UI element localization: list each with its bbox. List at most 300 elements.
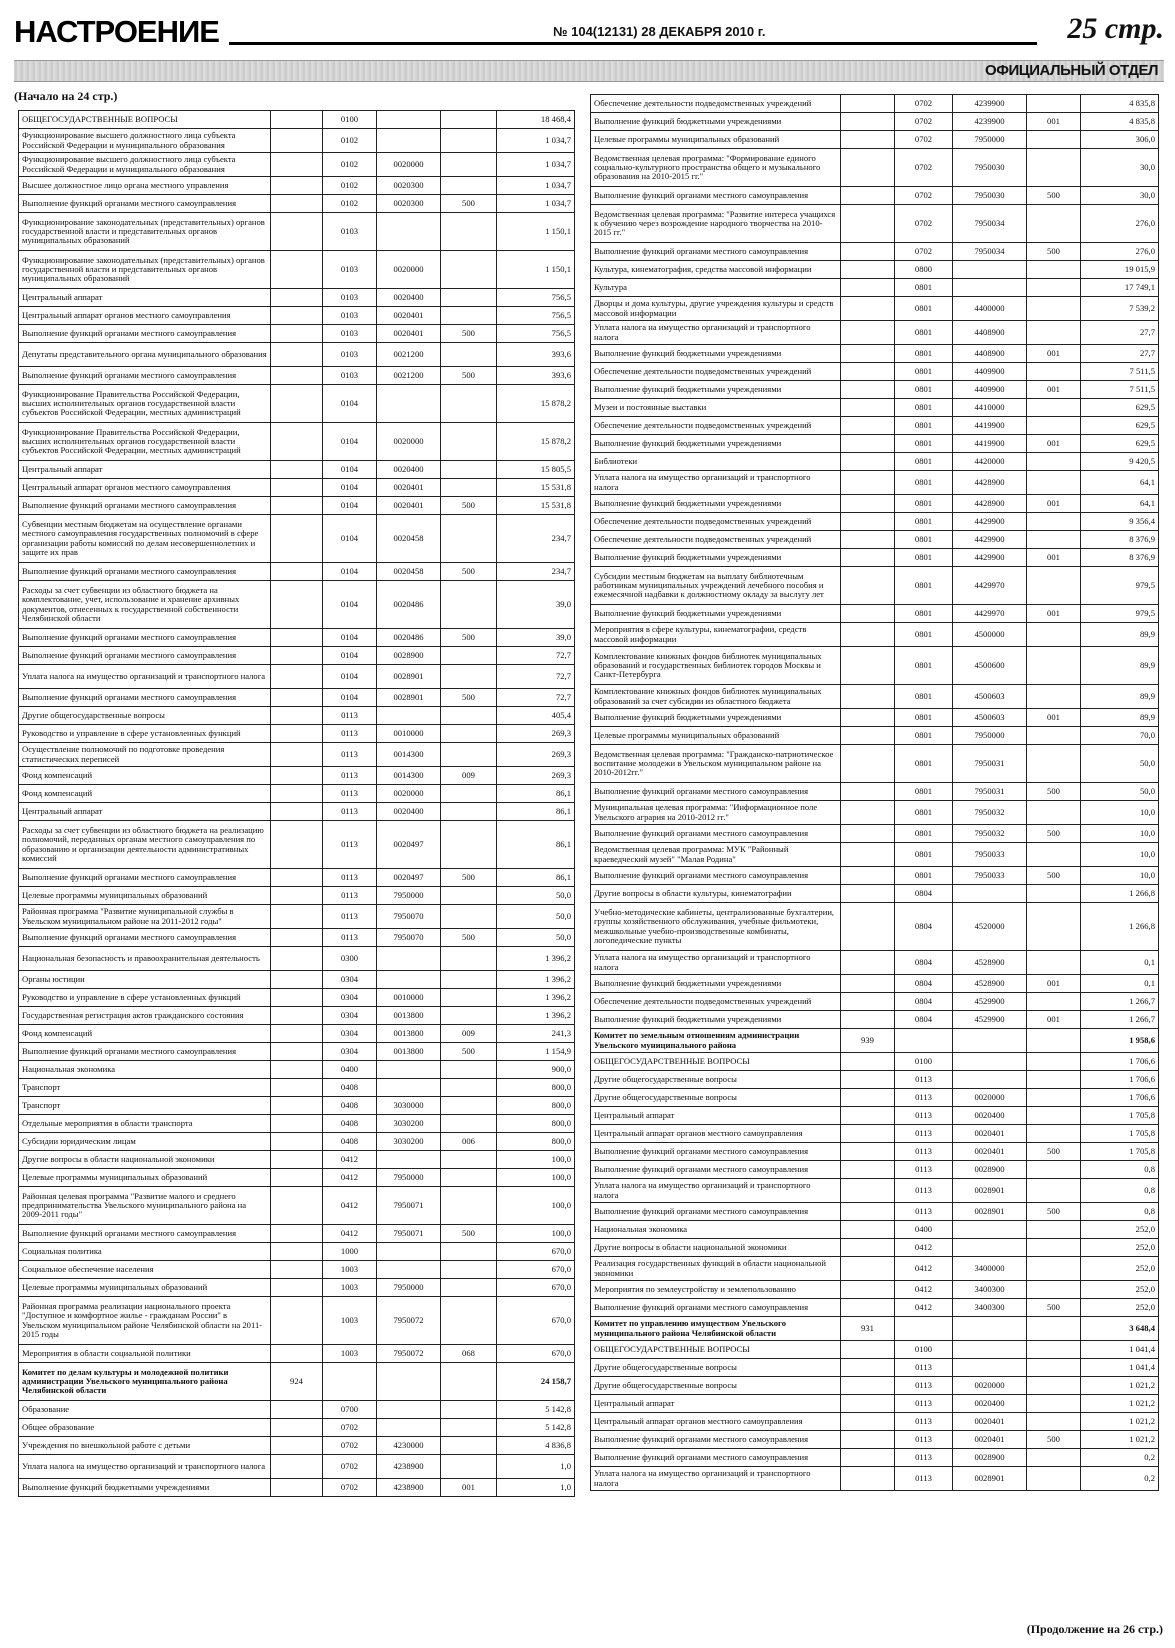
- row-expense-type: [1027, 321, 1081, 345]
- table-row: [591, 261, 1159, 279]
- row-section: 0104: [323, 461, 377, 479]
- row-expense-type: [1027, 453, 1081, 471]
- row-grbs: [841, 843, 895, 867]
- row-target-article: [377, 1061, 441, 1079]
- row-target-article: 0020401: [377, 307, 441, 325]
- row-grbs: [271, 1419, 323, 1437]
- row-amount: 1 396,2: [497, 971, 575, 989]
- table-row: [591, 1125, 1159, 1143]
- row-section: 0113: [895, 1143, 953, 1161]
- table-row: [591, 113, 1159, 131]
- row-grbs: [841, 1161, 895, 1179]
- row-expense-type: [1027, 399, 1081, 417]
- row-target-article: 0020401: [377, 479, 441, 497]
- table-row: [19, 803, 575, 821]
- row-grbs: [841, 885, 895, 903]
- row-grbs: [271, 497, 323, 515]
- row-grbs: [841, 1467, 895, 1491]
- row-grbs: [271, 869, 323, 887]
- row-grbs: [841, 243, 895, 261]
- row-expense-type: [441, 1455, 497, 1479]
- row-expense-type: [441, 743, 497, 767]
- row-name: Комплектование книжных фондов библиотек муниципальных образований и государственных библиотек городов Москвы и Санкт-Петербурга: [591, 647, 841, 685]
- row-section: 0801: [895, 279, 953, 297]
- table-row: [591, 1467, 1159, 1491]
- row-grbs: [841, 95, 895, 113]
- row-section: 0113: [895, 1107, 953, 1125]
- row-name: Районная программа "Развитие муниципальной службы в Увельском муниципальном районе на 2011-2012 годы": [19, 905, 271, 929]
- row-name: Расходы за счет субвенции из областного бюджета на комплектование, учет, использование и хранение архивных документов, отнесенных к государственной собственности Челябинской области: [19, 581, 271, 629]
- row-section: 0113: [895, 1395, 953, 1413]
- table-row: [19, 689, 575, 707]
- table-row: [591, 1413, 1159, 1431]
- row-expense-type: [441, 129, 497, 153]
- row-expense-type: [441, 307, 497, 325]
- row-grbs: [271, 325, 323, 343]
- row-amount: 5 142,8: [497, 1401, 575, 1419]
- row-grbs: [271, 1061, 323, 1079]
- row-name: Обеспечение деятельности подведомственных учреждений: [591, 531, 841, 549]
- row-section: 1003: [323, 1345, 377, 1363]
- row-grbs: [271, 707, 323, 725]
- table-row: [591, 1221, 1159, 1239]
- row-amount: 1 266,8: [1081, 903, 1159, 951]
- row-section: 0801: [895, 417, 953, 435]
- row-expense-type: [441, 947, 497, 971]
- row-name: Выполнение функций органами местного самоуправления: [591, 1299, 841, 1317]
- row-target-article: [953, 261, 1027, 279]
- row-amount: 50,0: [1081, 783, 1159, 801]
- row-amount: 89,9: [1081, 685, 1159, 709]
- table-row: [19, 1007, 575, 1025]
- row-expense-type: [441, 111, 497, 129]
- table-row: [591, 513, 1159, 531]
- row-target-article: 0021200: [377, 343, 441, 367]
- row-target-article: 0014300: [377, 743, 441, 767]
- row-amount: 10,0: [1081, 843, 1159, 867]
- row-amount: 1 266,7: [1081, 993, 1159, 1011]
- table-row: [591, 321, 1159, 345]
- row-amount: 50,0: [497, 929, 575, 947]
- row-amount: 979,5: [1081, 567, 1159, 605]
- row-amount: 86,1: [497, 803, 575, 821]
- row-grbs: [841, 1377, 895, 1395]
- row-section: 0804: [895, 885, 953, 903]
- row-amount: 64,1: [1081, 471, 1159, 495]
- row-target-article: 0020458: [377, 563, 441, 581]
- row-target-article: 7950071: [377, 1225, 441, 1243]
- row-grbs: 931: [841, 1317, 895, 1341]
- row-name: Обеспечение деятельности подведомственных учреждений: [591, 95, 841, 113]
- table-row: [19, 629, 575, 647]
- row-target-article: 0020000: [953, 1377, 1027, 1395]
- row-name: Выполнение функций бюджетными учреждениями: [591, 495, 841, 513]
- row-amount: 30,0: [1081, 149, 1159, 187]
- row-expense-type: 001: [1027, 605, 1081, 623]
- row-target-article: 0010000: [377, 989, 441, 1007]
- row-amount: 1 958,6: [1081, 1029, 1159, 1053]
- row-section: 0113: [323, 929, 377, 947]
- row-name: Комплектование книжных фондов библиотек муниципальных образований за счет субсидии из областного бюджета: [591, 685, 841, 709]
- row-section: 0804: [895, 903, 953, 951]
- row-target-article: 7950070: [377, 929, 441, 947]
- row-target-article: 3400300: [953, 1281, 1027, 1299]
- row-section: 0304: [323, 1043, 377, 1061]
- row-grbs: [271, 111, 323, 129]
- row-grbs: [271, 195, 323, 213]
- row-section: 0113: [895, 1377, 953, 1395]
- row-target-article: 0028901: [953, 1467, 1027, 1491]
- row-amount: 900,0: [497, 1061, 575, 1079]
- row-grbs: [841, 399, 895, 417]
- row-section: 0113: [895, 1431, 953, 1449]
- row-grbs: 939: [841, 1029, 895, 1053]
- row-target-article: 0013800: [377, 1043, 441, 1061]
- row-name: Дворцы и дома культуры, другие учреждения культуры и средств массовой информации: [591, 297, 841, 321]
- row-grbs: [271, 1043, 323, 1061]
- row-expense-type: [1027, 1317, 1081, 1341]
- row-amount: 0,8: [1081, 1161, 1159, 1179]
- row-section: 0800: [895, 261, 953, 279]
- table-row: [591, 471, 1159, 495]
- row-name: Выполнение функций органами местного самоуправления: [19, 869, 271, 887]
- table-row: [591, 1161, 1159, 1179]
- row-section: 0104: [323, 385, 377, 423]
- table-row: [19, 1043, 575, 1061]
- row-section: 0801: [895, 399, 953, 417]
- row-amount: 0,1: [1081, 951, 1159, 975]
- table-row: [19, 129, 575, 153]
- row-target-article: [377, 971, 441, 989]
- row-expense-type: [1027, 1107, 1081, 1125]
- row-target-article: 4500603: [953, 685, 1027, 709]
- row-grbs: [271, 423, 323, 461]
- row-expense-type: [1027, 1359, 1081, 1377]
- row-expense-type: [1027, 531, 1081, 549]
- table-row: [19, 581, 575, 629]
- row-target-article: 0028901: [377, 689, 441, 707]
- row-section: 0103: [323, 325, 377, 343]
- row-grbs: [841, 993, 895, 1011]
- row-name: Реализация государственных функций в области национальной экономики: [591, 1257, 841, 1281]
- row-grbs: [271, 971, 323, 989]
- row-target-article: 4528900: [953, 975, 1027, 993]
- row-section: 0801: [895, 605, 953, 623]
- row-amount: 1 034,7: [497, 153, 575, 177]
- page-number: 25 стр.: [1067, 12, 1164, 45]
- row-amount: 670,0: [497, 1279, 575, 1297]
- row-name: Функционирование законодательных (представительных) органов государственной власти и представительных органов муниципальных образований: [19, 251, 271, 289]
- row-name: Высшее должностное лицо органа местного управления: [19, 177, 271, 195]
- row-grbs: [841, 453, 895, 471]
- row-expense-type: 001: [1027, 975, 1081, 993]
- row-grbs: [271, 929, 323, 947]
- row-expense-type: [1027, 131, 1081, 149]
- budget-table-left: [18, 110, 575, 1497]
- row-expense-type: [1027, 513, 1081, 531]
- row-target-article: 0013800: [377, 1025, 441, 1043]
- row-amount: 1 396,2: [497, 947, 575, 971]
- table-row: [591, 381, 1159, 399]
- row-target-article: 3030200: [377, 1133, 441, 1151]
- row-amount: 89,9: [1081, 623, 1159, 647]
- row-amount: 0,8: [1081, 1179, 1159, 1203]
- row-expense-type: [441, 1243, 497, 1261]
- row-target-article: 7950033: [953, 867, 1027, 885]
- row-name: Фонд компенсаций: [19, 785, 271, 803]
- row-expense-type: 500: [1027, 1299, 1081, 1317]
- row-expense-type: 500: [1027, 1431, 1081, 1449]
- row-expense-type: [1027, 1341, 1081, 1359]
- row-expense-type: [441, 1279, 497, 1297]
- row-grbs: [271, 803, 323, 821]
- row-name: Субсидии юридическим лицам: [19, 1133, 271, 1151]
- row-target-article: 0020300: [377, 195, 441, 213]
- row-name: Образование: [19, 1401, 271, 1419]
- row-name: Уплата налога на имущество организаций и транспортного налога: [591, 321, 841, 345]
- row-name: Субвенции местным бюджетам на осуществление органами местного самоуправления государственных полномочий в сфере организации работы комиссий по делам несовершеннолетних и защите их прав: [19, 515, 271, 563]
- row-section: 0801: [895, 783, 953, 801]
- row-expense-type: [1027, 745, 1081, 783]
- table-row: [591, 975, 1159, 993]
- row-section: 0801: [895, 321, 953, 345]
- row-target-article: [953, 1029, 1027, 1053]
- row-target-article: 0020486: [377, 581, 441, 629]
- row-target-article: 3400000: [953, 1257, 1027, 1281]
- row-name: Выполнение функций органами местного самоуправления: [19, 497, 271, 515]
- row-amount: 17 749,1: [1081, 279, 1159, 297]
- row-section: 0801: [895, 745, 953, 783]
- row-grbs: [841, 647, 895, 685]
- table-row: [19, 1419, 575, 1437]
- table-row: [19, 725, 575, 743]
- row-section: 0702: [895, 149, 953, 187]
- table-row: [591, 1377, 1159, 1395]
- row-amount: 5 142,8: [497, 1419, 575, 1437]
- row-grbs: [271, 289, 323, 307]
- row-target-article: 0028901: [953, 1203, 1027, 1221]
- row-target-article: 7950030: [953, 187, 1027, 205]
- row-expense-type: 500: [1027, 1203, 1081, 1221]
- table-row: [591, 1359, 1159, 1377]
- row-name: Выполнение функций бюджетными учреждениями: [591, 549, 841, 567]
- row-amount: 15 531,8: [497, 479, 575, 497]
- table-row: [591, 495, 1159, 513]
- row-name: Мероприятия в сфере культуры, кинематографии, средств массовой информации: [591, 623, 841, 647]
- row-section: 0412: [895, 1281, 953, 1299]
- row-name: Обеспечение деятельности подведомственных учреждений: [591, 513, 841, 531]
- row-amount: 39,0: [497, 581, 575, 629]
- row-section: 0103: [323, 367, 377, 385]
- table-row: [591, 187, 1159, 205]
- row-expense-type: [441, 821, 497, 869]
- row-amount: 756,5: [497, 307, 575, 325]
- row-target-article: 0020401: [953, 1125, 1027, 1143]
- row-grbs: [841, 381, 895, 399]
- table-row: [591, 549, 1159, 567]
- row-target-article: 4428900: [953, 471, 1027, 495]
- row-section: 0412: [323, 1225, 377, 1243]
- table-row: [591, 623, 1159, 647]
- row-expense-type: 500: [441, 629, 497, 647]
- row-name: Выполнение функций бюджетными учреждениями: [591, 345, 841, 363]
- row-expense-type: [1027, 1239, 1081, 1257]
- row-name: Депутаты представительного органа муниципального образования: [19, 343, 271, 367]
- table-row: [591, 1239, 1159, 1257]
- row-expense-type: 006: [441, 1133, 497, 1151]
- row-amount: 1 396,2: [497, 1007, 575, 1025]
- row-expense-type: [441, 1437, 497, 1455]
- row-target-article: 7950034: [953, 243, 1027, 261]
- row-name: Выполнение функций бюджетными учреждениями: [591, 113, 841, 131]
- row-target-article: [953, 1053, 1027, 1071]
- row-grbs: [841, 1257, 895, 1281]
- row-expense-type: 001: [441, 1479, 497, 1497]
- table-row: [19, 869, 575, 887]
- row-expense-type: [1027, 623, 1081, 647]
- row-section: 0702: [323, 1455, 377, 1479]
- table-row: [591, 1449, 1159, 1467]
- table-row: [591, 531, 1159, 549]
- row-target-article: 7950034: [953, 205, 1027, 243]
- row-section: 0801: [895, 549, 953, 567]
- row-amount: 19 015,9: [1081, 261, 1159, 279]
- row-name: Транспорт: [19, 1079, 271, 1097]
- row-name: ОБЩЕГОСУДАРСТВЕННЫЕ ВОПРОСЫ: [19, 111, 271, 129]
- row-name: Выполнение функций органами местного самоуправления: [19, 629, 271, 647]
- table-row: [19, 707, 575, 725]
- row-target-article: 0020000: [377, 423, 441, 461]
- row-expense-type: [1027, 993, 1081, 1011]
- row-expense-type: [1027, 1029, 1081, 1053]
- row-grbs: [271, 1437, 323, 1455]
- row-grbs: [841, 1107, 895, 1125]
- row-name: Комитет по делам культуры и молодежной политики администрации Увельского муниципального района Челябинской области: [19, 1363, 271, 1401]
- row-section: 0113: [895, 1089, 953, 1107]
- row-target-article: 4428900: [953, 495, 1027, 513]
- row-amount: 1 021,2: [1081, 1413, 1159, 1431]
- table-row: [19, 1061, 575, 1079]
- row-target-article: [953, 1341, 1027, 1359]
- row-section: 0102: [323, 129, 377, 153]
- row-target-article: 0020400: [953, 1395, 1027, 1413]
- row-name: Функционирование законодательных (представительных) органов государственной власти и представительных органов муниципальных образований: [19, 213, 271, 251]
- row-expense-type: [1027, 1179, 1081, 1203]
- row-target-article: 4429900: [953, 549, 1027, 567]
- row-target-article: 0020458: [377, 515, 441, 563]
- row-target-article: 0020497: [377, 821, 441, 869]
- row-expense-type: [441, 153, 497, 177]
- row-expense-type: [1027, 1089, 1081, 1107]
- table-row: [19, 1401, 575, 1419]
- row-amount: 800,0: [497, 1115, 575, 1133]
- row-amount: 7 539,2: [1081, 297, 1159, 321]
- row-grbs: [841, 1239, 895, 1257]
- row-amount: 10,0: [1081, 867, 1159, 885]
- row-grbs: [271, 1097, 323, 1115]
- row-target-article: [953, 1239, 1027, 1257]
- row-name: Отдельные мероприятия в области транспорта: [19, 1115, 271, 1133]
- table-row: [591, 685, 1159, 709]
- row-section: 0113: [323, 707, 377, 725]
- table-row: [19, 1025, 575, 1043]
- row-expense-type: 500: [1027, 783, 1081, 801]
- start-note: (Начало на 24 стр.): [14, 89, 118, 103]
- row-section: 0113: [323, 743, 377, 767]
- table-row: [591, 1257, 1159, 1281]
- row-grbs: [841, 1011, 895, 1029]
- row-target-article: [953, 1359, 1027, 1377]
- table-row: [591, 131, 1159, 149]
- table-row: [591, 149, 1159, 187]
- row-expense-type: [1027, 567, 1081, 605]
- table-row: [19, 989, 575, 1007]
- row-grbs: [841, 513, 895, 531]
- row-section: 0113: [895, 1203, 953, 1221]
- row-section: 0801: [895, 453, 953, 471]
- row-section: 0400: [323, 1061, 377, 1079]
- row-name: Целевые программы муниципальных образований: [19, 887, 271, 905]
- row-amount: 800,0: [497, 1097, 575, 1115]
- row-grbs: [271, 1345, 323, 1363]
- row-expense-type: [441, 343, 497, 367]
- row-grbs: [841, 605, 895, 623]
- row-target-article: 7950072: [377, 1297, 441, 1345]
- row-grbs: [841, 279, 895, 297]
- row-expense-type: 500: [441, 325, 497, 343]
- row-section: 0702: [895, 187, 953, 205]
- row-name: Социальное обеспечение населения: [19, 1261, 271, 1279]
- row-name: Выполнение функций органами местного самоуправления: [591, 1161, 841, 1179]
- table-row: [19, 647, 575, 665]
- table-row: [19, 821, 575, 869]
- row-grbs: [271, 947, 323, 971]
- table-row: [19, 497, 575, 515]
- row-name: Целевые программы муниципальных образований: [591, 727, 841, 745]
- row-amount: 7 511,5: [1081, 381, 1159, 399]
- table-row: [19, 343, 575, 367]
- row-grbs: [271, 129, 323, 153]
- row-target-article: 4419900: [953, 417, 1027, 435]
- row-grbs: [841, 531, 895, 549]
- row-section: 0801: [895, 623, 953, 647]
- table-row: [19, 1079, 575, 1097]
- row-amount: 800,0: [497, 1133, 575, 1151]
- row-amount: 1 705,8: [1081, 1107, 1159, 1125]
- row-grbs: [841, 417, 895, 435]
- row-grbs: [841, 1203, 895, 1221]
- row-expense-type: [1027, 685, 1081, 709]
- row-target-article: 0010000: [377, 725, 441, 743]
- row-target-article: [953, 1071, 1027, 1089]
- row-section: 0801: [895, 685, 953, 709]
- issue-number: № 104(12131) 28 ДЕКАБРЯ 2010 г.: [549, 24, 769, 39]
- row-grbs: [841, 1221, 895, 1239]
- row-amount: 0,2: [1081, 1449, 1159, 1467]
- row-section: 0304: [323, 1007, 377, 1025]
- row-expense-type: [1027, 205, 1081, 243]
- row-section: 0104: [323, 629, 377, 647]
- row-grbs: [841, 709, 895, 727]
- row-expense-type: [1027, 417, 1081, 435]
- row-amount: 1 021,2: [1081, 1377, 1159, 1395]
- row-name: Культура, кинематография, средства массовой информации: [591, 261, 841, 279]
- row-expense-type: [441, 213, 497, 251]
- row-name: Другие вопросы в области национальной экономики: [591, 1239, 841, 1257]
- row-section: 0702: [895, 205, 953, 243]
- row-grbs: [841, 1395, 895, 1413]
- row-section: 0102: [323, 195, 377, 213]
